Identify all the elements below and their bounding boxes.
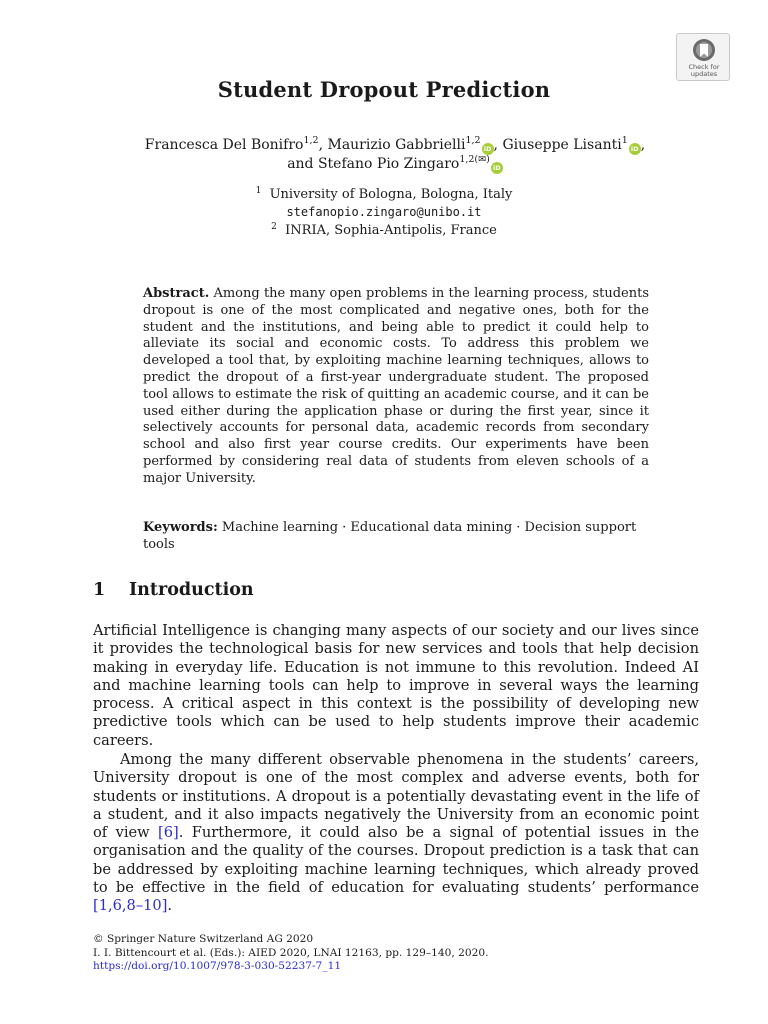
- copyright-line: © Springer Nature Switzerland AG 2020: [93, 933, 314, 945]
- intro-paragraph-1: Artificial Intelligence is changing many aspects of our society and our lives since it provides the technological basis for new services and tools that help decision making in everyday life. Education is not immune to this revolution. Indeed AI and machine learning tools can help to improve in several ways the learning process. A critical aspect in this context is the possibility of developing new predictive tools which can be used to help students improve their academic careers.: [93, 622, 699, 749]
- author-affil: 1,2(✉): [459, 154, 490, 165]
- affiliation-2: $^2$ INRIA, Sophia-Antipolis, France: [271, 222, 497, 238]
- doi-link[interactable]: https://doi.org/10.1007/978-3-030-52237-7_11: [93, 960, 342, 972]
- keywords: [143, 519, 649, 553]
- author-name: Maurizio Gabbrielli: [327, 137, 466, 153]
- author-name: Francesca Del Bonifro: [144, 137, 304, 153]
- abstract-text: Among the many open problems in the learning process, students dropout is one of the most complicated and negative ones, both for the student and the institutions, and being able to predict it could help to alleviate its social and economic costs. To address this problem we developed a tool that, by exploiting machine learning techniques, allows to predict the dropout of a first-year undergraduate student. The proposed tool allows to estimate the risk of quitting an academic course, and it can be used either during the application phase or during the first year, since it selectively accounts for personal data, academic records from secondary school and also first year course credits. Our experiments have been performed by considering real data of students from eleven schools of a major University.: [143, 286, 649, 486]
- author-affil: 1,2: [303, 135, 319, 146]
- abstract: [143, 286, 649, 488]
- author-affil: 1: [621, 135, 628, 146]
- paper-title: Student Dropout Prediction: [217, 77, 551, 102]
- citation-link[interactable]: [1,6,8–10]: [93, 897, 168, 915]
- keywords-label: Keywords:: [143, 520, 218, 535]
- affiliation-1: $^1$ University of Bologna, Bologna, Italy: [255, 186, 513, 202]
- badge-line2: updates: [690, 70, 718, 78]
- section-heading: [93, 580, 254, 600]
- citation-line: I. I. Bittencourt et al. (Eds.): AIED 2020, LNAI 12163, pp. 129–140, 2020.: [93, 946, 489, 959]
- intro-paragraph-2: Among the many different observable phenomena in the students’ careers, University dropout is one of the most complex and adverse events, both for students or institutions. A dropout is a potentially devastating event in the life of a student, and it also impacts negatively the University from an economic point of view [6]. Furthermore, it could also be a signal of potential issues in the organisation and the quality of the courses. Dropout prediction is a task that can be addressed by exploiting machine learning techniques, which already proved to be effective in the field of education for evaluating students’ performance [1,6,8–10].: [93, 751, 699, 915]
- badge-line1: Check for: [688, 63, 720, 71]
- keywords-text: Machine learning · Educational data mining · Decision support tools: [143, 520, 637, 552]
- author-affil: 1,2: [465, 135, 481, 146]
- corresponding-email[interactable]: stefanopio.zingaro@unibo.it: [286, 205, 482, 219]
- check-for-updates-badge[interactable]: [676, 33, 730, 81]
- author-list: Francesca Del Bonifro$^{1,2}$, Maurizio Gabbrielli$^{1,2}$iD , Giuseppe Lisanti$^1$iD , and Stefano Pio Zingaro$^{1,2(✉)}$iD: [144, 135, 646, 172]
- section-number: 1: [93, 580, 106, 600]
- abstract-label: Abstract.: [143, 286, 210, 301]
- author-name: Stefano Pio Zingaro: [317, 156, 460, 172]
- page-footer: [93, 933, 713, 974]
- bookmark-ribbon-icon: [690, 37, 718, 65]
- citation-link[interactable]: [6]: [158, 824, 179, 842]
- section-title: Introduction: [129, 580, 254, 600]
- orcid-icon[interactable]: iD: [491, 162, 503, 174]
- orcid-icon[interactable]: iD: [482, 143, 494, 155]
- orcid-icon[interactable]: iD: [629, 143, 641, 155]
- author-name: Giuseppe Lisanti: [502, 137, 622, 153]
